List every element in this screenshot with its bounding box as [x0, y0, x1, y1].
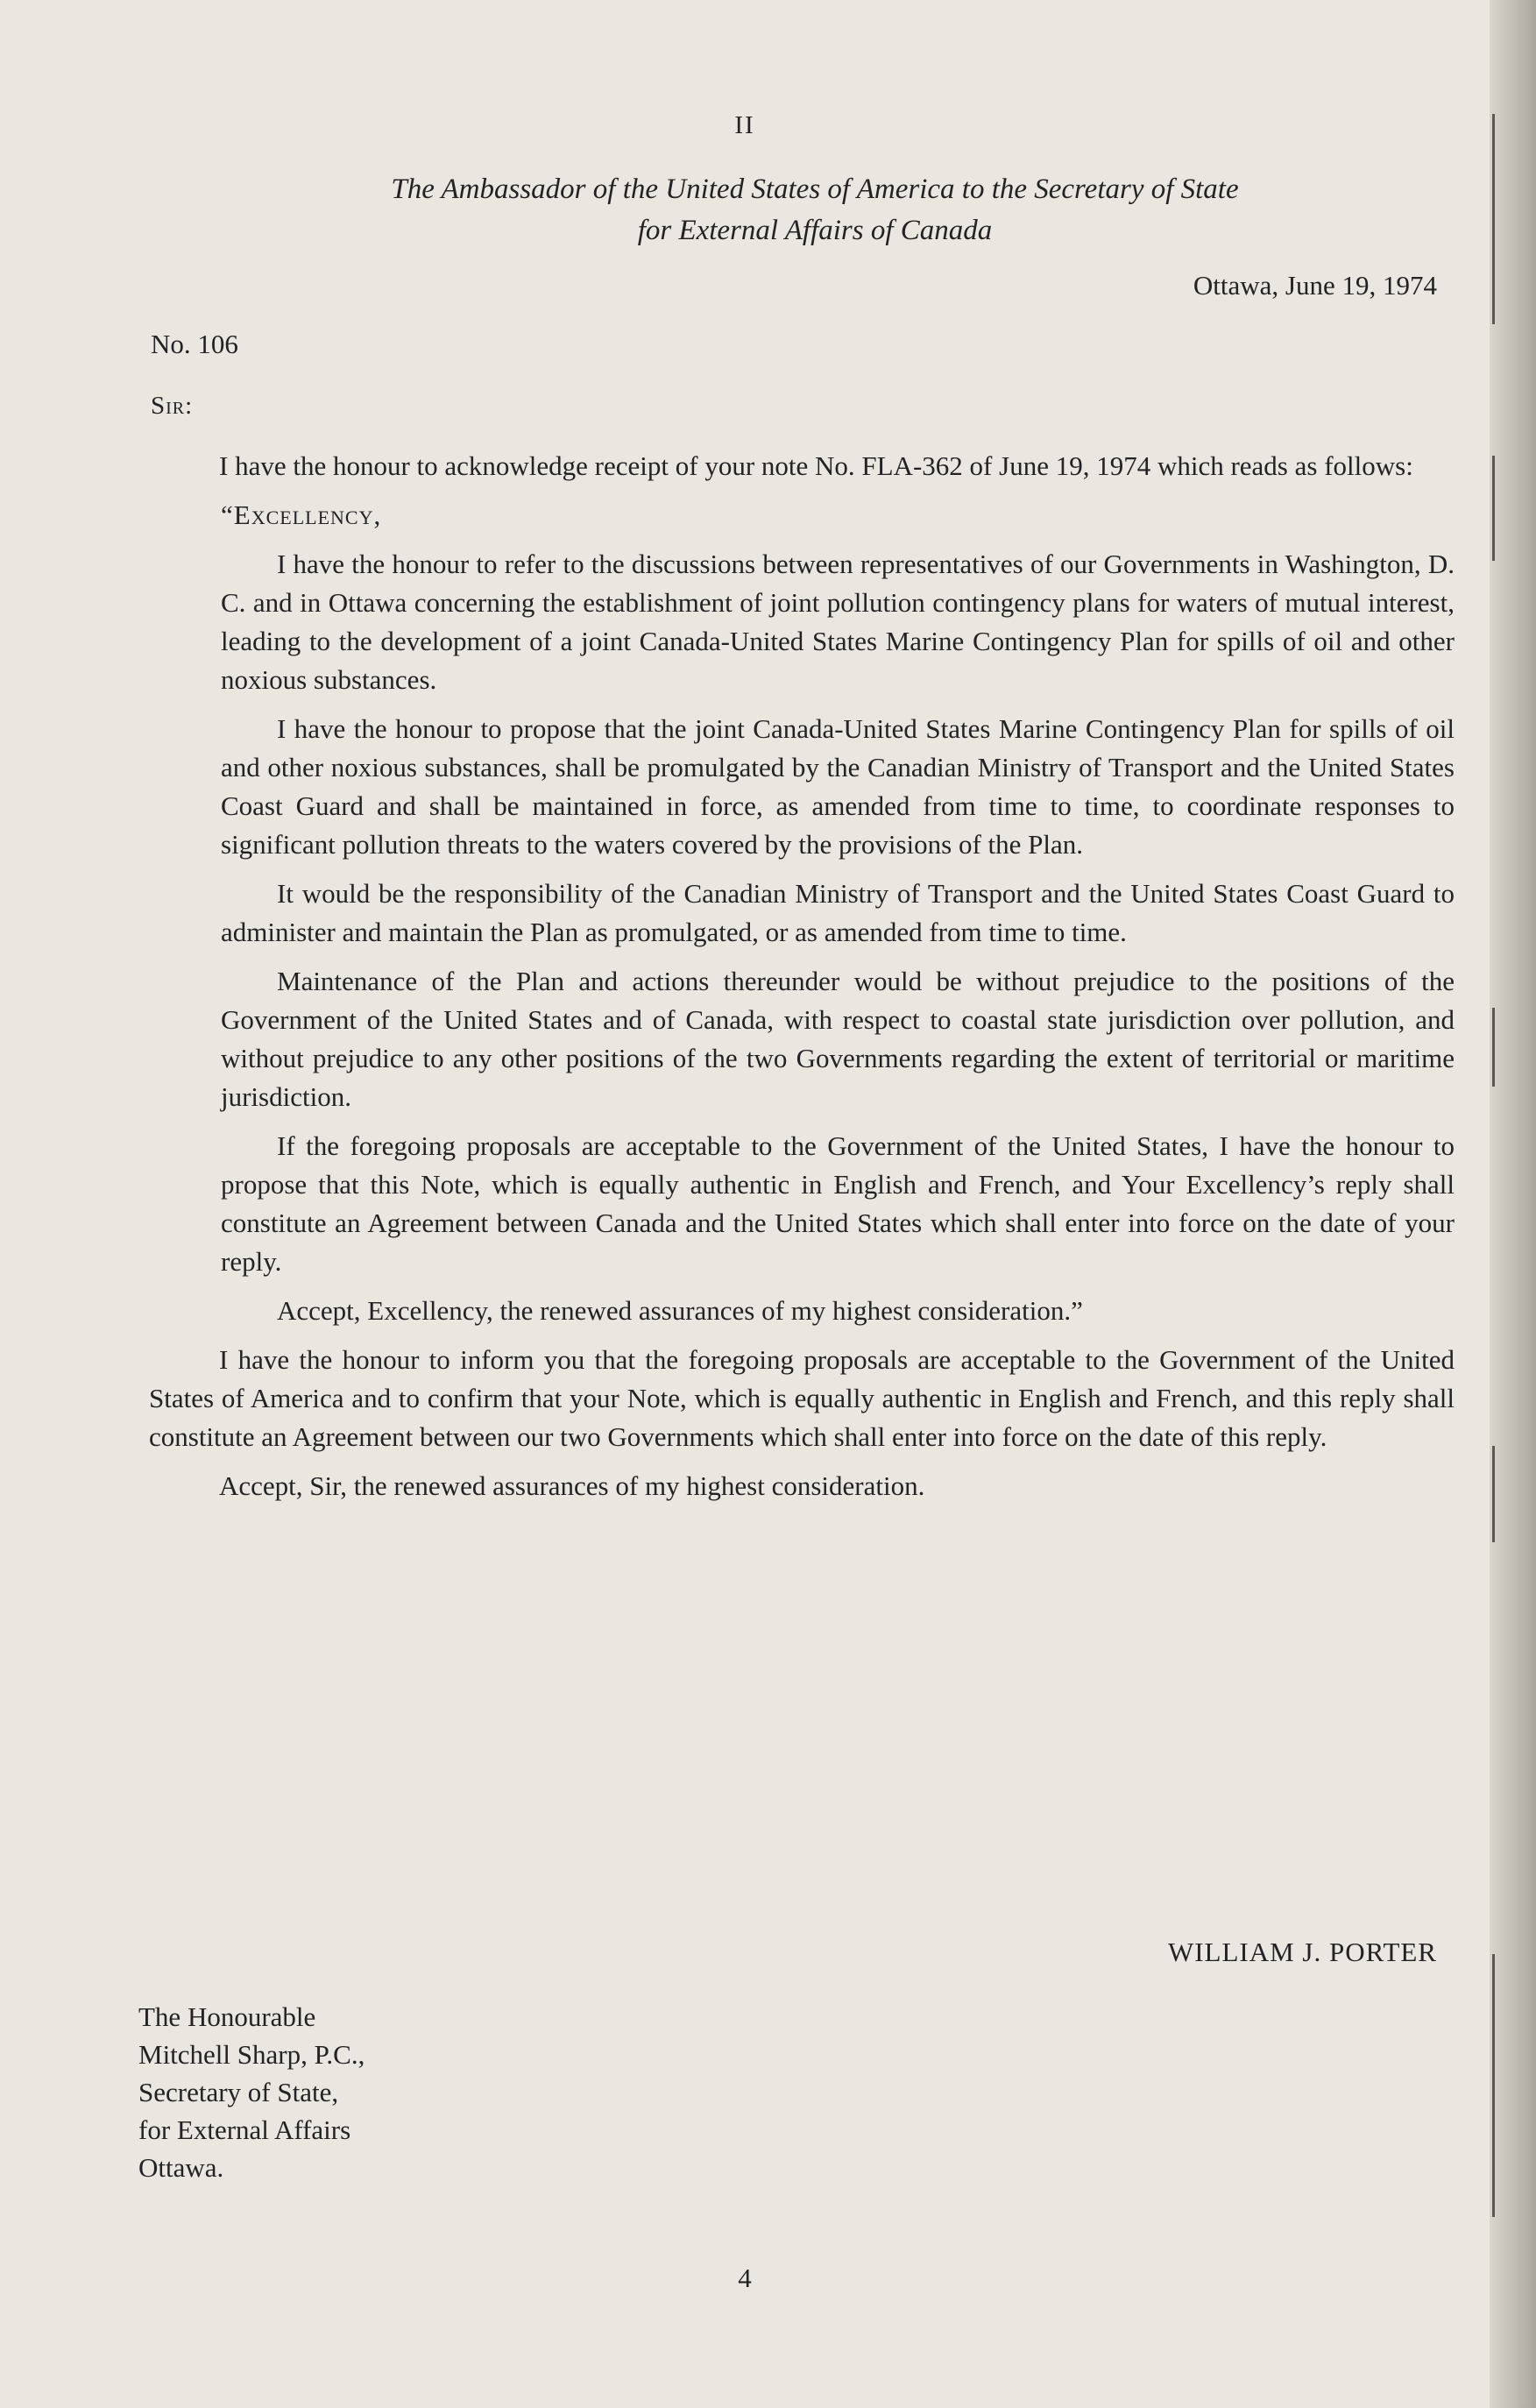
recipient-address [138, 1998, 365, 2186]
reply-paragraph: I have the honour to inform you that the foregoing proposals are acceptable to the Government of the United States of America and to confirm that your Note, which is equally authentic in English and French, and this reply shall constitute an Agreement between our two Governments which shall enter into force on the date of this reply. [149, 1344, 1455, 1452]
section-number: II [734, 111, 755, 139]
page-number: 4 [738, 2263, 752, 2293]
letter-heading [166, 169, 1463, 251]
edge-divider [1492, 114, 1495, 324]
quote-paragraph: It would be the responsibility of the Canadian Ministry of Transport and the United States Coast Guard to administer and maintain the Plan as promulgated, or as amended from time to time. [221, 878, 1455, 947]
address-line: for External Affairs [138, 2114, 351, 2145]
address-line: Mitchell Sharp, P.C., [138, 2039, 365, 2070]
quote-paragraph: I have the honour to refer to the discussions between representatives of our Governments in Washington, D. C. and in Ottawa concerning the establishment of joint pollution contingency plans for waters of mutual interest, leading to the development of a joint Canada-United States Marine Contingency Plan for spills of oil and other noxious substances. [221, 549, 1455, 695]
page-edge [1490, 0, 1536, 2408]
closing-paragraph: Accept, Sir, the renewed assurances of my highest consideration. [219, 1470, 925, 1501]
quote-paragraph: I have the honour to propose that the joint Canada-United States Marine Contingency Plan for spills of oil and other noxious substances, shall be promulgated by the Canadian Ministry of Transport and the United States Coast Guard and shall be maintained in force, as amended from time to time, to coordinate responses to significant pollution threats to the waters covered by the provisions of the Plan. [221, 713, 1455, 860]
edge-divider [1492, 1446, 1495, 1542]
quote-paragraph: Maintenance of the Plan and actions thereunder would be without prejudice to the positions of the Government of the United States and of Canada, with respect to coastal state jurisdiction over pollution, and without prejudice to any other positions of the two Governments regarding the extent of territorial or maritime jurisdiction. [221, 966, 1455, 1112]
address-line: The Honourable [138, 2001, 316, 2032]
edge-divider [1492, 456, 1495, 561]
quote-paragraph: Accept, Excellency, the renewed assurances of my highest consideration.” [277, 1295, 1083, 1326]
letter-body [149, 447, 1455, 1516]
heading-line-1: The Ambassador of the United States of America to the Secretary of State [391, 174, 1239, 205]
address-line: Ottawa. [138, 2152, 224, 2183]
quote-paragraph: If the foregoing proposals are acceptable to the Government of the United States, I have the honour to propose that this Note, which is equally authentic in English and French, and Your Excellency’s reply shall constitute an Agreement between Canada and the United States which shall enter into force on the date of your reply. [221, 1130, 1455, 1277]
edge-divider [1492, 1008, 1495, 1087]
quoted-note [149, 496, 1455, 1330]
salutation: Sir: [151, 392, 194, 420]
edge-divider [1492, 1954, 1495, 2217]
note-number: No. 106 [151, 329, 238, 359]
letter-date: Ottawa, June 19, 1974 [1193, 270, 1437, 301]
intro-paragraph: I have the honour to acknowledge receipt of your note No. FLA-362 of June 19, 1974 which reads as follows: [219, 450, 1413, 481]
address-line: Secretary of State, [138, 2077, 339, 2107]
quote-salutation: “Excellency, [221, 499, 382, 530]
signature: WILLIAM J. PORTER [1167, 1937, 1437, 1967]
heading-line-2: for External Affairs of Canada [637, 215, 993, 246]
